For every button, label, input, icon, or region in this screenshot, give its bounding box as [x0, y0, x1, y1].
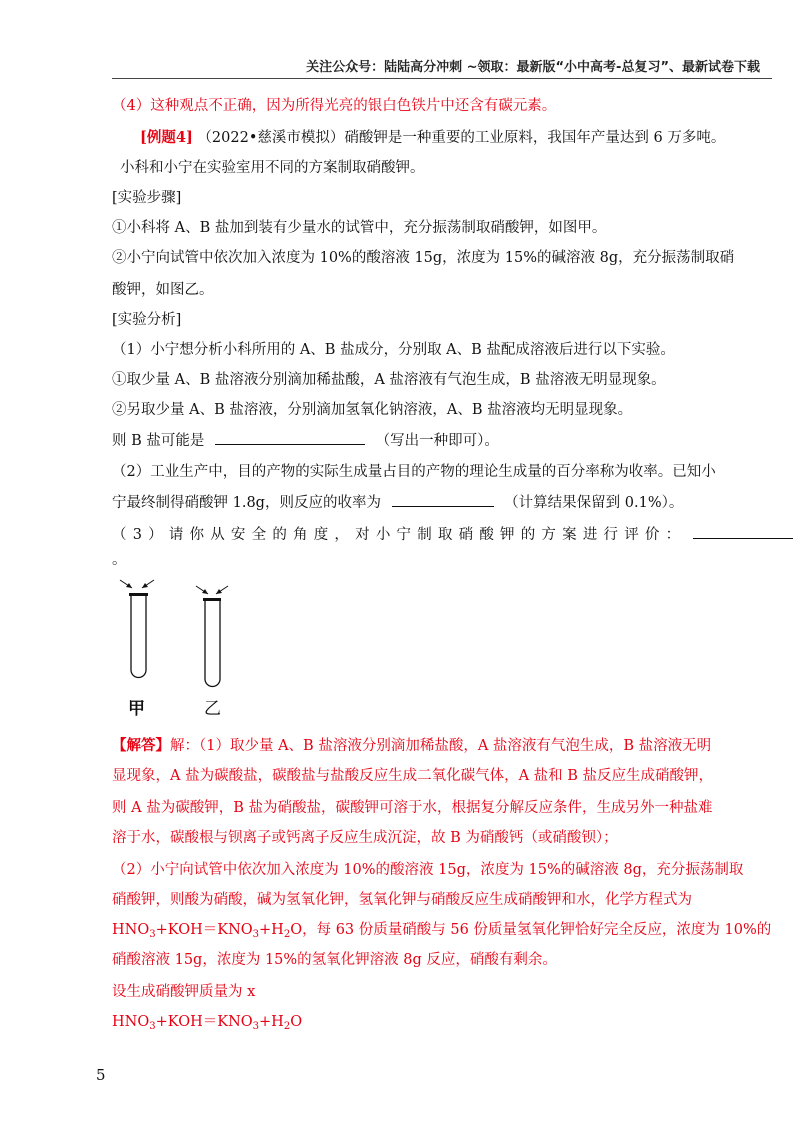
- label-jia: 甲: [128, 699, 145, 719]
- question-1-ask-suffix: （写出一种即可）。: [375, 433, 499, 449]
- answer-line-6: 硝酸钾，则酸为硝酸，碱为氢氧化钾，氢氧化钾与硝酸反应生成硝酸钾和水，化学方程式为: [112, 892, 692, 908]
- example-intro: （2022•慈溪市模拟）硝酸钾是一种重要的工业原料，我国年产量达到 6 万多吨。: [197, 130, 726, 146]
- answer-line-7: [112, 920, 771, 940]
- question-2-ask-suffix: （计算结果保留到 0.1%）。: [504, 495, 684, 511]
- question-3-line-2: 。: [112, 552, 127, 568]
- tube-jia-icon: [131, 596, 146, 678]
- question-2-line-2: [112, 492, 683, 513]
- question-1-intro: （1）小宁想分析小科所用的 A、B 盐成分，分别取 A、B 盐配成溶液后进行以下实验。: [112, 342, 675, 358]
- answer-line-2: 显现象，A 盐为碳酸盐，碳酸盐与盐酸反应生成二氧化碳气体，A 盐和 B 盐反应生成硝酸钾，: [112, 768, 714, 784]
- page-header: 关注公众号：陆陆高分冲刺 ~领取：最新版“小中高考-总复习”、最新试卷下载: [306, 60, 760, 75]
- step-2-line-2: 酸钾，如图乙。: [112, 282, 214, 298]
- question-1-ask: [112, 430, 499, 451]
- answer-tag: 【解答】: [112, 737, 170, 754]
- steps-heading: [实验步骤]: [112, 190, 182, 206]
- page-number: 5: [96, 1066, 106, 1084]
- arrow-head-left-a: [126, 583, 132, 588]
- label-yi: 乙: [204, 699, 221, 719]
- equation-inline: $HNO_3+KOH=KNO_3+H_2O$: [112, 922, 303, 940]
- answer-line-7-tail: ，每 63 份质量硝酸与 56 份质量氢氧化钾恰好完全反应，浓度为 10%的: [302, 922, 772, 938]
- test-tube-figure: [112, 572, 252, 722]
- answer-line-9: 设生成硝酸钾质量为 x: [112, 984, 256, 1000]
- answer-lead: 解：（1）取少量 A、B 盐溶液分别滴加稀盐酸，A 盐溶液有气泡生成，B 盐溶液无明: [170, 738, 712, 754]
- step-1: ①小科将 A、B 盐加到装有少量水的试管中，充分振荡制取硝酸钾，如图甲。: [112, 220, 607, 236]
- question-1-item-2: ②另取少量 A、B 盐溶液，分别滴加氢氧化钠溶液，A、B 盐溶液均无明显现象。: [112, 402, 633, 418]
- intro-line-2: 小科和小宁在实验室用不同的方案制取硝酸钾。: [120, 160, 425, 176]
- answer-line-5: （2）小宁向试管中依次加入浓度为 10%的酸溶液 15g，浓度为 15%的碱溶液 8g，充分振荡制取: [112, 862, 744, 878]
- arrow-head-right-a: [202, 589, 208, 594]
- header-rule: [112, 78, 772, 79]
- test-tubes-drawing: [112, 572, 252, 692]
- answer-line-1: [112, 736, 711, 756]
- answer-blank-3[interactable]: [693, 524, 793, 539]
- tube-yi-icon: [205, 601, 220, 687]
- arrow-head-left-b: [142, 583, 148, 588]
- example-intro-line: [140, 128, 725, 148]
- equation-line: $HNO_3+KOH=KNO_3+H_2O$: [112, 1014, 303, 1032]
- answer-line-3: 则 A 盐为碳酸钾，B 盐为硝酸盐，碳酸钾可溶于水，根据复分解反应条件，生成另外一种盐难: [112, 800, 713, 816]
- question-3-line-1: [112, 524, 793, 545]
- answer-blank-2[interactable]: [392, 492, 494, 507]
- question-3-text: （3）请你从安全的角度，对小宁制取硝酸钾的方案进行评价：: [112, 527, 687, 543]
- analysis-heading: [实验分析]: [112, 312, 182, 328]
- tube-jia-mouth: [129, 593, 148, 596]
- arrow-head-right-b: [216, 589, 222, 594]
- answer-line-8: 硝酸溶液 15g，浓度为 15%的氢氧化钾溶液 8g 反应，硝酸有剩余。: [112, 952, 557, 968]
- conclusion-4: （4）这种观点不正确，因为所得光亮的银白色铁片中还含有碳元素。: [112, 98, 557, 114]
- example-tag: [例题4]: [140, 129, 193, 146]
- answer-blank-1[interactable]: [215, 430, 365, 445]
- question-2-ask-prefix: 宁最终制得硝酸钾 1.8g，则反应的收率为: [112, 495, 381, 511]
- step-2-line-1: ②小宁向试管中依次加入浓度为 10%的酸溶液 15g，浓度为 15%的碱溶液 8g，充分振荡制取硝: [112, 250, 735, 266]
- question-2-line-1: （2）工业生产中，目的产物的实际生成量占目的产物的理论生成量的百分率称为收率。已知小: [112, 464, 716, 480]
- question-1-item-1: ①取少量 A、B 盐溶液分别滴加稀盐酸，A 盐溶液有气泡生成，B 盐溶液无明显现象。: [112, 372, 666, 388]
- question-1-ask-prefix: 则 B 盐可能是: [112, 433, 205, 449]
- answer-line-4: 溶于水，碳酸根与钡离子或钙离子反应生成沉淀，故 B 为硝酸钙（或硝酸钡）；: [112, 830, 618, 846]
- tube-yi-mouth: [203, 598, 221, 601]
